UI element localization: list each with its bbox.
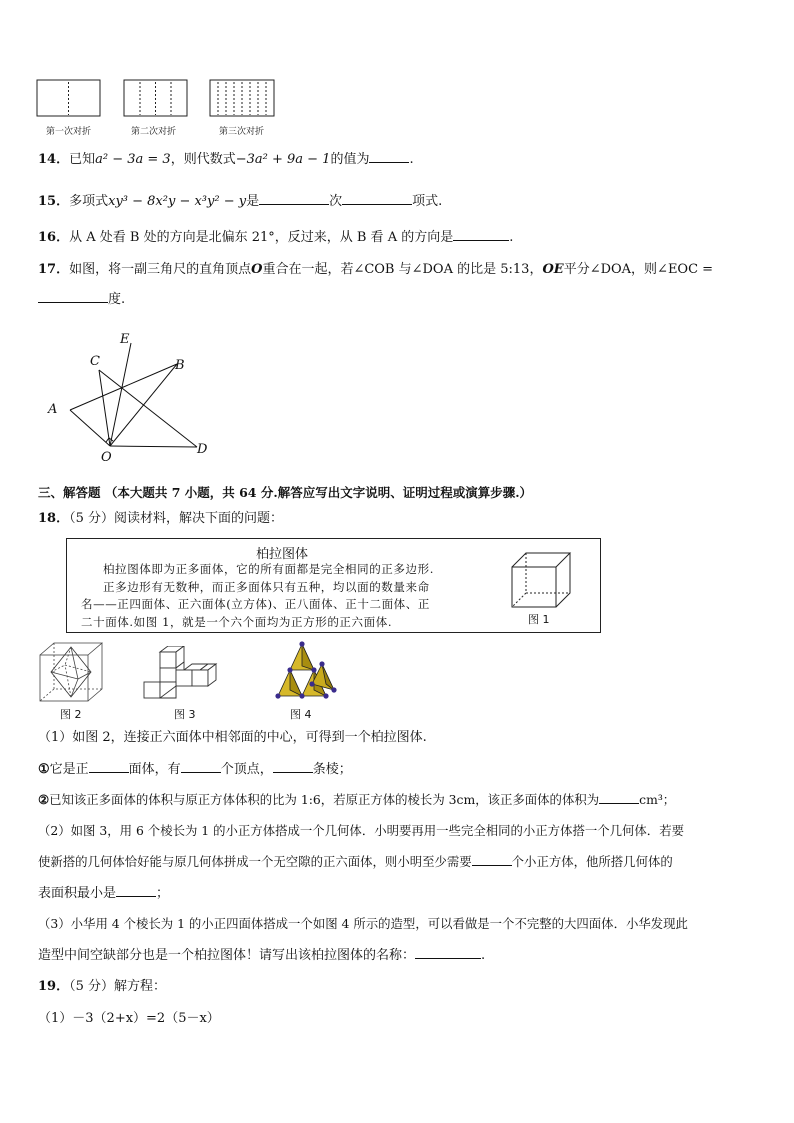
question-number: 16． xyxy=(38,230,70,245)
question-number: 19． xyxy=(38,979,70,994)
fold-caption-1: 第一次对折 xyxy=(46,127,92,137)
answer-blank[interactable] xyxy=(259,192,329,205)
label-B: B xyxy=(175,358,185,373)
answer-blank[interactable] xyxy=(181,760,221,773)
label-D: D xyxy=(197,442,208,457)
question-19: 19．（5 分）解方程： xyxy=(38,979,167,994)
material-text: 柏拉图体即为正多面体，它的所有面都是完全相同的正多边形. 正多边形有无数种，而正多面体只有五种，均以面的数量来命 名——正四面体、正六面体(立方体)、正八面体、正十二面体、正 二十面体.如图 1，就是一个六个面均为正方形的正六面体. xyxy=(81,562,434,629)
fold-figure-3 xyxy=(210,80,274,116)
math-expression: xy³ − 8x²y − x³y² − y xyxy=(108,194,247,209)
question-19-part-1: （1）－3（2+x）=2（5－x） xyxy=(38,1011,220,1026)
question-number: 14． xyxy=(38,152,70,167)
reading-material-box xyxy=(66,538,601,633)
answer-blank[interactable] xyxy=(415,946,481,959)
answer-blank[interactable] xyxy=(599,791,639,804)
label-A: A xyxy=(48,402,58,417)
math-expression: a² − 3a = 3 xyxy=(95,152,171,167)
fold-caption-3: 第三次对折 xyxy=(219,127,265,137)
tetrahedra-figure xyxy=(264,640,344,702)
question-15: 15．多项式xy³ − 8x²y − x³y² − y是 次 项式. xyxy=(38,194,443,209)
answer-blank[interactable] xyxy=(369,150,409,163)
answer-blank[interactable] xyxy=(453,228,509,241)
label-E: E xyxy=(120,332,130,347)
fig3-caption: 图 3 xyxy=(174,708,196,721)
cube-figure-1 xyxy=(510,551,574,609)
question-18: 18．（5 分）阅读材料，解决下面的问题： xyxy=(38,511,284,526)
question-16: 16．从 A 处看 B 处的方向是北偏东 21°，反过来，从 B 看 A 的方向是 . xyxy=(38,230,514,245)
question-14: 14．已知a² − 3a = 3，则代数式−3a² + 9a − 1的值为 . xyxy=(38,152,414,167)
octahedron-in-cube-figure xyxy=(38,641,104,703)
question-18-part-1: （1）如图 2，连接正六面体中相邻面的中心，可得到一个柏拉图体. xyxy=(38,730,427,745)
question-number: 18． xyxy=(38,511,70,526)
fold-caption-2: 第二次对折 xyxy=(131,127,177,137)
question-18-part-1a: ①它是正 面体，有 个顶点， 条棱； xyxy=(38,762,352,777)
fig1-caption: 图 1 xyxy=(528,613,550,626)
question-18-part-3-line2: 造型中间空缺部分也是一个柏拉图体！请写出该柏拉图体的名称： . xyxy=(38,948,486,963)
question-18-part-3-line1: （3）小华用 4 个棱长为 1 的小正四面体搭成一个如图 4 所示的造型，可以看做是一个不完整的大四面体．小华发现此 xyxy=(38,916,688,931)
fig2-caption: 图 2 xyxy=(60,708,82,721)
label-C: C xyxy=(90,354,100,369)
math-expression: −3a² + 9a − 1 xyxy=(235,152,331,167)
answer-blank[interactable] xyxy=(38,290,108,303)
question-18-part-1b: ②已知该正多面体的体积与原正方体体积的比为 1:6，若原正方体的棱长为 3cm，该正多面体的体积为 cm³； xyxy=(38,792,676,807)
answer-blank[interactable] xyxy=(116,884,156,897)
question-number: 15． xyxy=(38,194,70,209)
answer-blank[interactable] xyxy=(472,853,512,866)
cube-stack-figure xyxy=(142,646,222,702)
question-18-part-2-line2: 使新搭的几何体恰好能与原几何体拼成一个无空隙的正六面体，则小明至少需要 个小正方体，他所搭几何体的 xyxy=(38,854,673,869)
fig4-caption: 图 4 xyxy=(290,708,312,721)
answer-blank[interactable] xyxy=(89,760,129,773)
label-O: O xyxy=(101,450,112,465)
section-heading: 三、解答题 （本大题共 7 小题，共 64 分.解答应写出文字说明、证明过程或演算步骤.） xyxy=(38,485,533,500)
question-17: 17．如图，将一副三角尺的直角顶点O重合在一起，若∠COB 与∠DOA 的比是 5:13，OE平分∠DOA，则∠EOC = xyxy=(38,262,714,277)
answer-blank[interactable] xyxy=(273,760,313,773)
material-title: 柏拉图体 xyxy=(255,547,308,562)
question-18-part-2-line3: 表面积最小是 ； xyxy=(38,886,170,901)
answer-blank[interactable] xyxy=(342,192,412,205)
question-number: 17． xyxy=(38,262,70,277)
fold-figure-1 xyxy=(37,80,100,116)
question-17-line2: 度. xyxy=(38,290,125,309)
question-18-part-2-line1: （2）如图 3，用 6 个棱长为 1 的小正方体搭成一个几何体．小明要再用一些完全相同的小正方体搭一个几何体．若要 xyxy=(38,823,684,838)
fold-figure-2 xyxy=(124,80,187,116)
fold-diagrams xyxy=(36,78,276,120)
